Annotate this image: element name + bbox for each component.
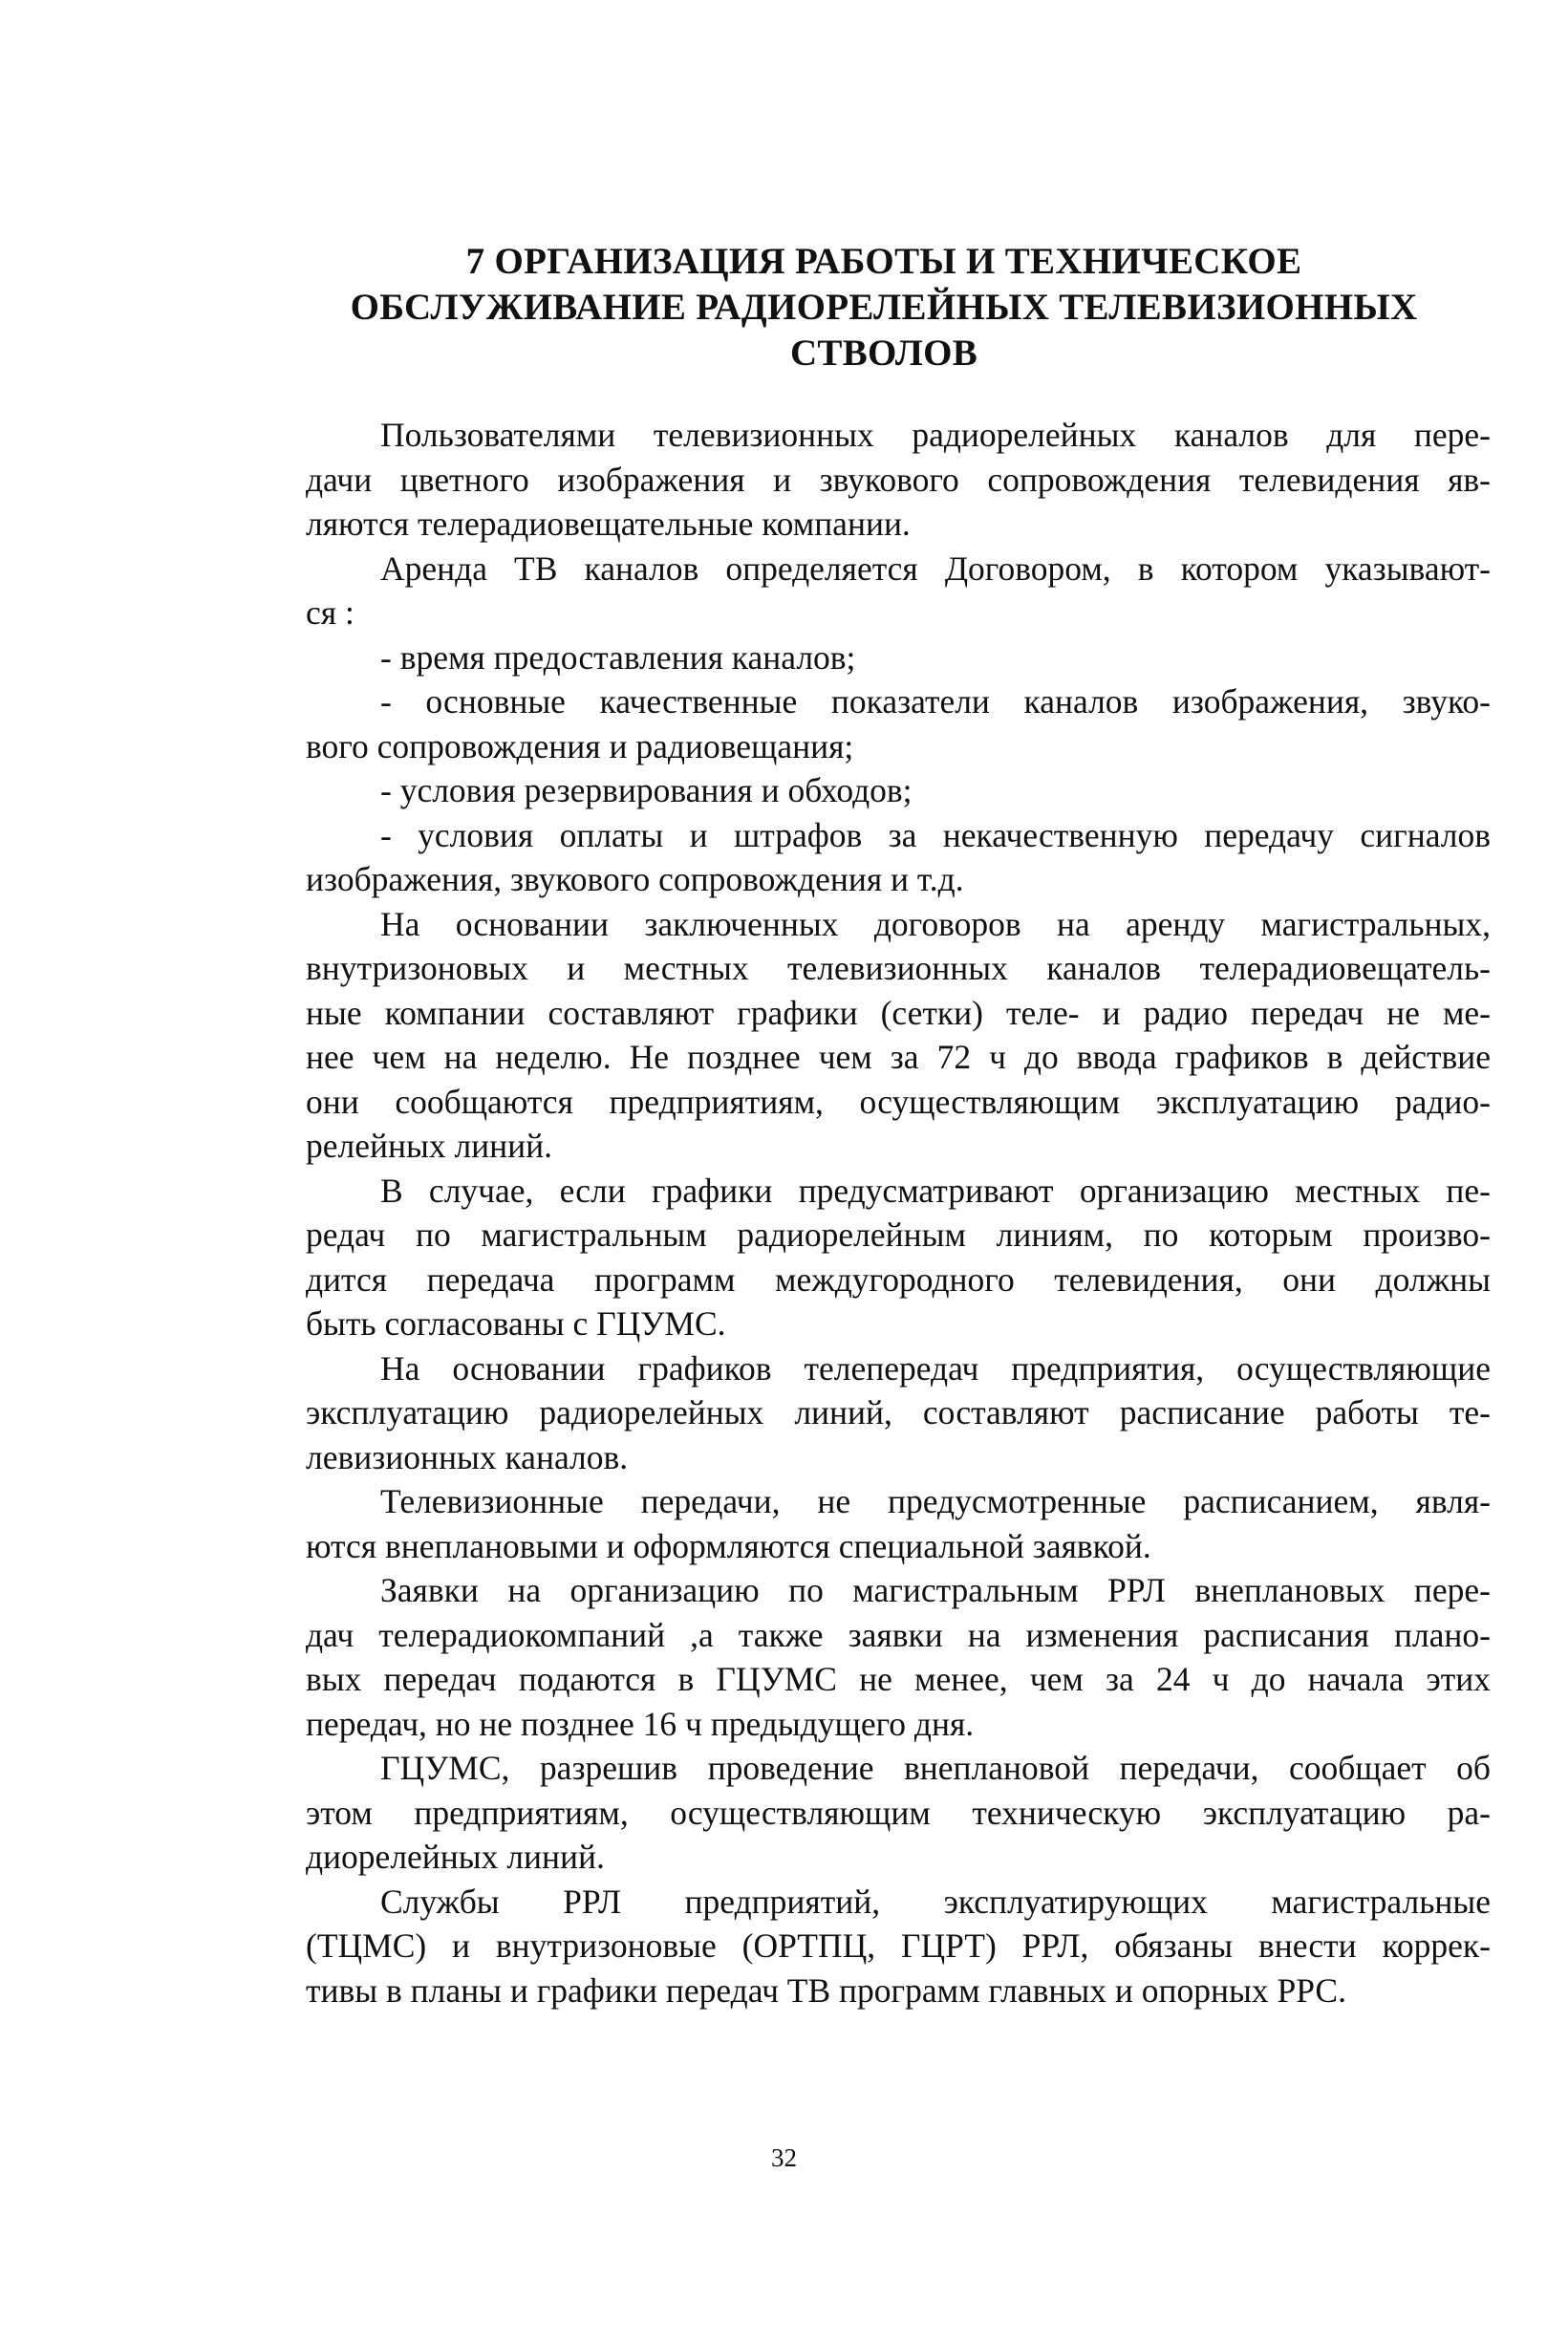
text-line: быть согласованы с ГЦУМС. xyxy=(306,1304,726,1343)
text-line: ются внеплановыми и оформляются специальной заявкой. xyxy=(306,1526,1151,1565)
text-line: диорелейных линий. xyxy=(306,1838,605,1876)
text-line: ГЦУМС, разрешив проведение внеплановой передачи, сообщает об xyxy=(380,1749,1491,1787)
text-line: На основании заключенных договоров на аренду магистральных, xyxy=(380,904,1491,943)
text-line: эксплуатацию радиорелейных линий, составляют расписание работы те- xyxy=(306,1393,1491,1431)
text-line: этом предприятиям, осуществляющим техническую эксплуатацию ра- xyxy=(306,1793,1491,1832)
text-line: Заявки на организацию по магистральным РРЛ внеплановых пере- xyxy=(380,1571,1491,1609)
text-line: Телевизионные передачи, не предусмотренные расписанием, явля- xyxy=(380,1482,1491,1520)
text-line: ные компании составляют графики (сетки) теле- и радио передач не ме- xyxy=(306,993,1491,1032)
chapter-title xyxy=(296,239,1471,377)
text-line: ляются телерадиовещательные компании. xyxy=(306,505,911,543)
paragraph-unscheduled xyxy=(306,1479,1491,1568)
paragraph-timetable xyxy=(306,1346,1491,1480)
text-line: - основные качественные показатели каналов изображения, звуко- xyxy=(380,682,1491,721)
paragraph-requests xyxy=(306,1568,1491,1746)
text-line: - условия резервирования и обходов; xyxy=(380,771,913,809)
text-line: Пользователями телевизионных радиорелейных каналов для пере- xyxy=(380,416,1491,454)
text-line: дач телерадиокомпаний ,а также заявки на изменения расписания плано- xyxy=(306,1615,1491,1654)
paragraph-services xyxy=(306,1880,1491,2013)
list-item-reserve xyxy=(306,768,1491,813)
text-line: Аренда ТВ каналов определяется Договором, в котором указывают- xyxy=(380,549,1491,588)
text-line: дится передача программ междугородного телевидения, они должны xyxy=(306,1259,1491,1299)
chapter-title-line: 7 ОРГАНИЗАЦИЯ РАБОТЫ И ТЕХНИЧЕСКОЕ xyxy=(465,241,1302,282)
text-line: редач по магистральным радиорелейным линиям, по которым произво- xyxy=(306,1216,1491,1254)
text-line: Службы РРЛ предприятий, эксплуатирующих магистральные xyxy=(380,1882,1491,1921)
text-line: внутризоновых и местных телевизионных каналов телерадиовещатель- xyxy=(306,949,1491,987)
paragraph-approval xyxy=(306,1746,1491,1880)
list-item-payment xyxy=(306,813,1491,902)
page-number: 32 xyxy=(771,2143,797,2172)
text-line: вых передач подаются в ГЦУМС не менее, чем за 24 ч до начала этих xyxy=(306,1660,1491,1698)
text-line: ся : xyxy=(306,593,354,632)
paragraph-users xyxy=(306,413,1491,547)
list-item-time xyxy=(306,635,1491,680)
text-line: - время предоставления каналов; xyxy=(380,637,856,677)
chapter-title-line: ОБСЛУЖИВАНИЕ РАДИОРЕЛЕЙНЫХ ТЕЛЕВИЗИОННЫХ xyxy=(350,287,1418,328)
text-line: нее чем на неделю. Не позднее чем за 72 ч до ввода графиков в действие xyxy=(306,1038,1491,1076)
paragraph-schedules xyxy=(306,902,1491,1169)
text-line: изображения, звукового сопровождения и т.д. xyxy=(306,860,964,898)
text-line: - условия оплаты и штрафов за некачественную передачу сигналов xyxy=(380,815,1491,854)
text-line: дачи цветного изображения и звукового сопровождения телевидения яв- xyxy=(306,460,1491,499)
body-text xyxy=(306,413,1491,2012)
text-line: левизионных каналов. xyxy=(306,1437,629,1476)
text-line: тивы в планы и графики передач ТВ программ главных и опорных РРС. xyxy=(306,1970,1346,2010)
text-line: На основании графиков телепередач предприятия, осуществляющие xyxy=(380,1348,1491,1388)
chapter-title-line: СТВОЛОВ xyxy=(789,333,978,374)
text-line: релейных линий. xyxy=(306,1127,553,1165)
text-line: они сообщаются предприятиям, осуществляющим эксплуатацию радио- xyxy=(306,1082,1491,1121)
list-item-quality xyxy=(306,679,1491,768)
text-line: вого сопровождения и радиовещания; xyxy=(306,726,854,765)
text-line: (ТЦМС) и внутризоновые (ОРТПЦ, ГЦРТ) РРЛ, обязаны внести коррек- xyxy=(306,1926,1491,1965)
paragraph-lease xyxy=(306,547,1491,635)
text-line: передач, но не позднее 16 ч предыдущего дня. xyxy=(306,1704,975,1743)
paragraph-local-broadcasts xyxy=(306,1169,1491,1346)
text-line: В случае, если графики предусматривают организацию местных пе- xyxy=(380,1171,1491,1210)
